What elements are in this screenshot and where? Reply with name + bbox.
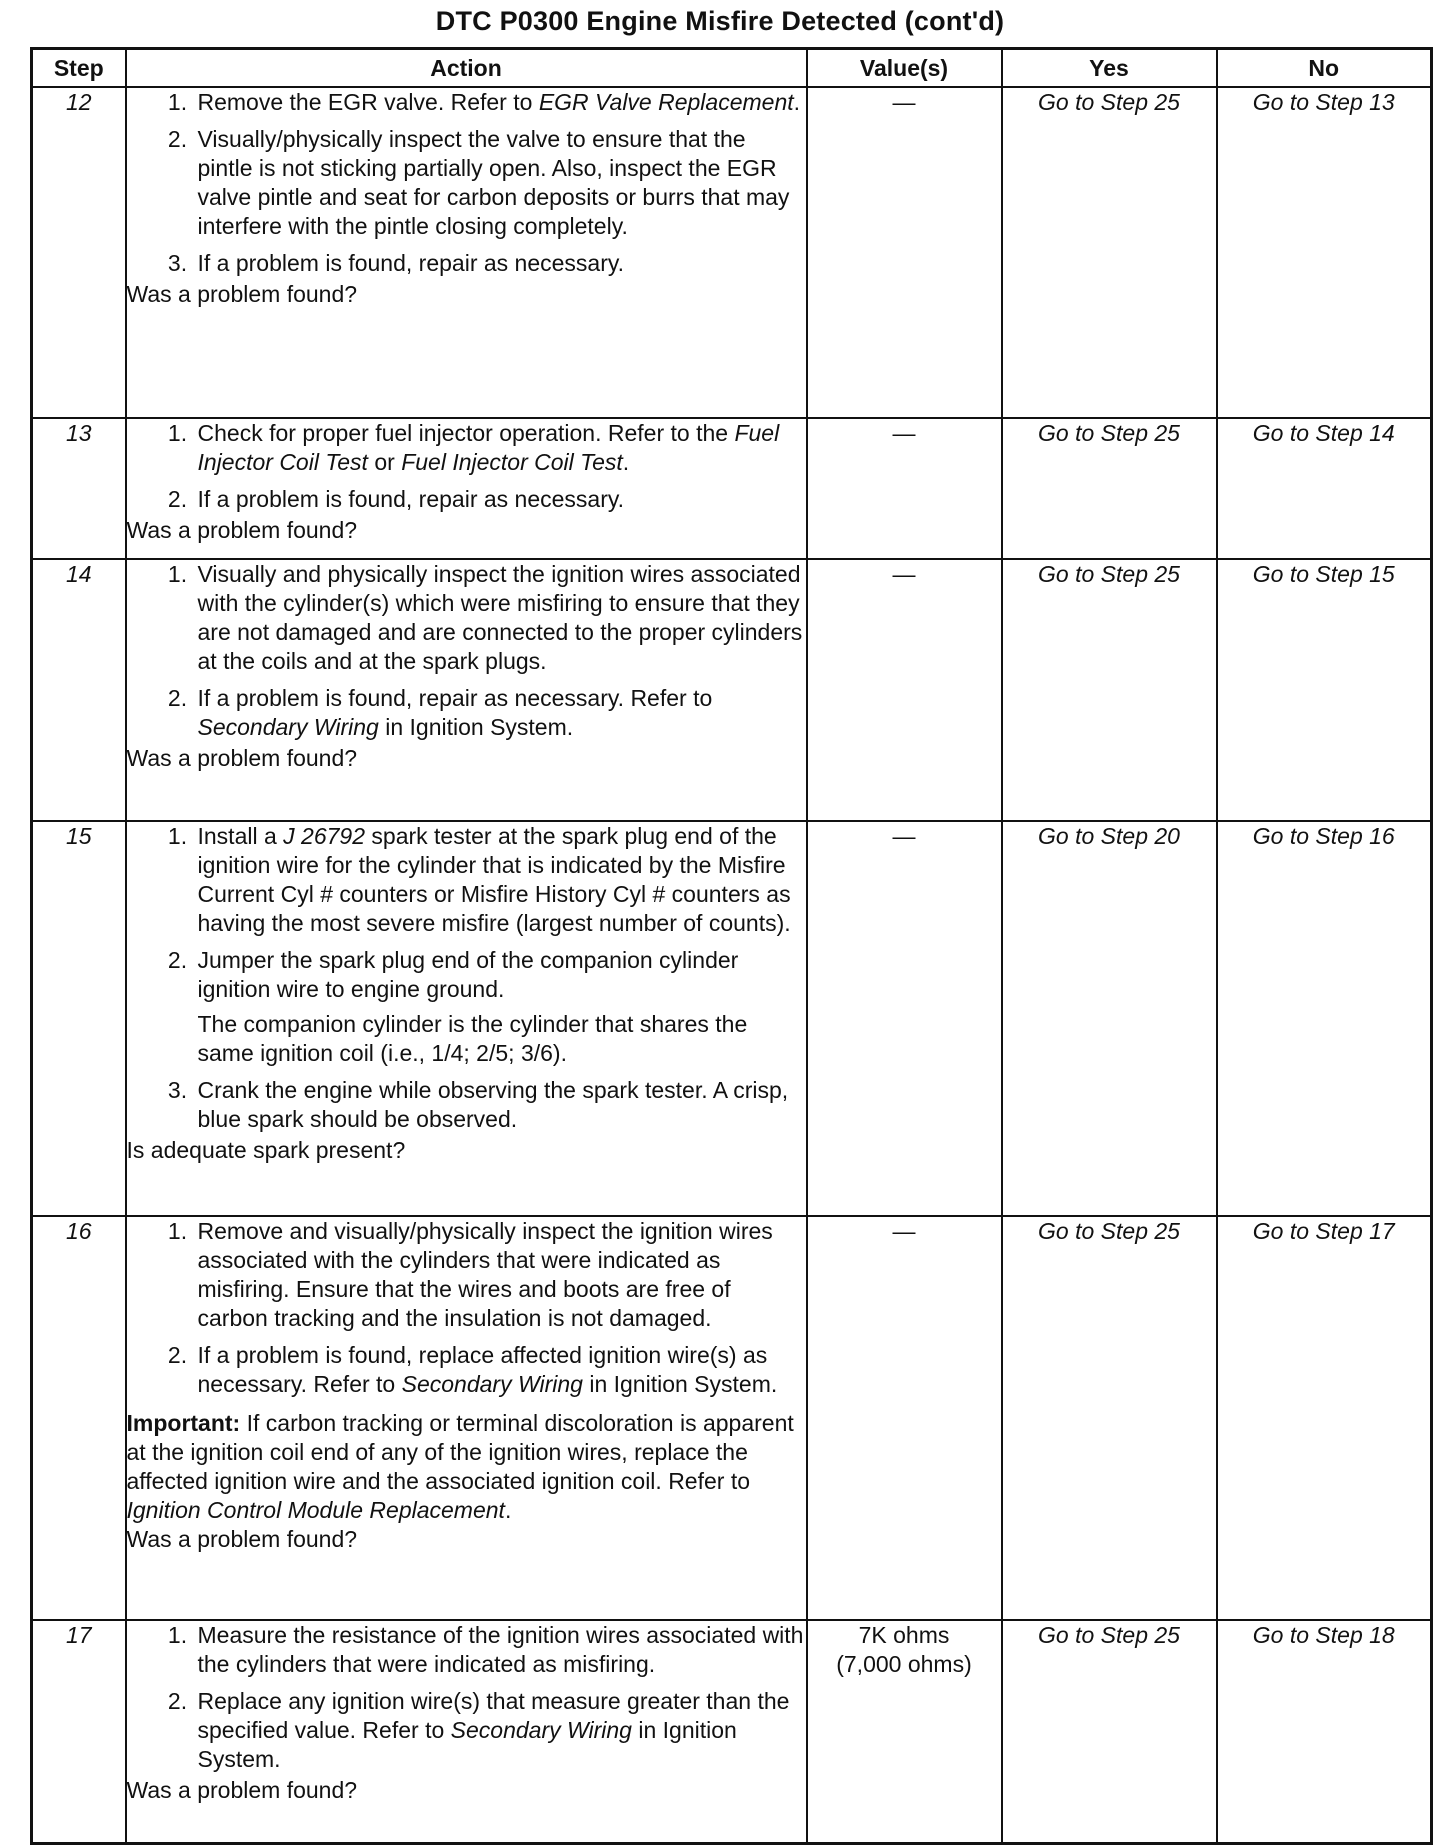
table-row-step-17: [32, 1620, 1432, 1843]
step-number: 15: [32, 821, 126, 1216]
header-yes: Yes: [1002, 49, 1217, 88]
yes-outcome: Go to Step 25: [1002, 559, 1217, 821]
header-action: Action: [126, 49, 807, 88]
table-row-step-12: [32, 87, 1432, 418]
no-outcome: Go to Step 16: [1217, 821, 1432, 1216]
header-no: No: [1217, 49, 1432, 88]
list-item: 3. If a problem is found, repair as necessary.: [194, 249, 806, 278]
value-line: 7K ohms: [858, 1622, 950, 1648]
note-text: The companion cylinder is the cylinder that shares the same ignition coil (i.e., 1/4; 2/5; 3/6).: [197, 1011, 748, 1066]
list-item: 1. Visually and physically inspect the ignition wires associated with the cylinder(s) which were misfiring to ensure that they are not damaged and are connected to the proper cylinders at the coils and at the spark plugs.: [194, 560, 806, 676]
header-row: [32, 49, 1432, 88]
list-item: 1. Check for proper fuel injector operation. Refer to the Fuel Injector Coil Test or Fuel Injector Coil Test.: [194, 419, 806, 477]
page-title: DTC P0300 Engine Misfire Detected (cont'd): [435, 6, 1005, 36]
step-number: 16: [32, 1216, 126, 1620]
reference-link: Secondary Wiring: [401, 1371, 583, 1397]
question-text: Was a problem found?: [126, 1526, 358, 1552]
action-list: [127, 1217, 806, 1399]
action-list: [127, 822, 806, 1134]
step-number: 12: [32, 87, 126, 418]
reference-link: EGR Valve Replacement: [538, 89, 794, 115]
value-text: —: [892, 561, 916, 587]
no-outcome: Go to Step 14: [1217, 418, 1432, 559]
action-cell: [126, 87, 807, 418]
yes-outcome: Go to Step 25: [1002, 418, 1217, 559]
list-item: 2. If a problem is found, repair as necessary. Refer to Secondary Wiring in Ignition System.: [194, 684, 806, 742]
action-list: [127, 1621, 806, 1774]
question-text: Is adequate spark present?: [126, 1137, 406, 1163]
table-row-step-14: [32, 559, 1432, 821]
value-cell: [807, 418, 1002, 559]
reference-link: Secondary Wiring: [197, 714, 379, 740]
yes-outcome: Go to Step 25: [1002, 1620, 1217, 1843]
action-list: [127, 419, 806, 514]
list-item: 1. Install a J 26792 spark tester at the spark plug end of the ignition wire for the cylinder that is indicated by the Misfire Current Cyl # counters or Misfire History Cyl # counters as having the most severe misfire (largest number of counts).: [194, 822, 806, 938]
question-text: Was a problem found?: [126, 745, 358, 771]
yes-outcome: Go to Step 25: [1002, 87, 1217, 418]
value-text: —: [892, 89, 916, 115]
resistance-value: [808, 1621, 1001, 1679]
reference-link: Fuel Injector Coil Test: [197, 420, 780, 475]
value-cell: [807, 87, 1002, 418]
action-list: [127, 88, 806, 278]
value-text: —: [892, 823, 916, 849]
reference-link: Ignition Control Module Replacement: [126, 1497, 505, 1523]
list-item: 3. Crank the engine while observing the spark tester. A crisp, blue spark should be observed.: [194, 1076, 806, 1134]
action-cell: [126, 1216, 807, 1620]
table-row-step-16: [32, 1216, 1432, 1620]
value-text: —: [892, 420, 916, 446]
no-outcome: Go to Step 15: [1217, 559, 1432, 821]
list-item: 2. Jumper the spark plug end of the companion cylinder ignition wire to engine ground. The companion cylinder is the cylinder that shares the same ignition coil (i.e., 1/4; 2/5; 3/6).: [194, 946, 806, 1068]
yes-outcome: Go to Step 20: [1002, 821, 1217, 1216]
list-item: 1. Remove and visually/physically inspect the ignition wires associated with the cylinders that were indicated as misfiring. Ensure that the wires and boots are free of carbon tracking and the insulation is not damaged.: [194, 1217, 806, 1333]
step-number: 13: [32, 418, 126, 559]
value-cell: [807, 559, 1002, 821]
list-item: 2. Replace any ignition wire(s) that measure greater than the specified value. Refer to Secondary Wiring in Ignition System.: [194, 1687, 806, 1774]
table-row-step-15: [32, 821, 1432, 1216]
no-outcome: Go to Step 13: [1217, 87, 1432, 418]
question-text: Was a problem found?: [126, 517, 358, 543]
value-cell: [807, 1620, 1002, 1843]
action-cell: [126, 821, 807, 1216]
value-cell: [807, 1216, 1002, 1620]
header-values: Value(s): [807, 49, 1002, 88]
header-step: Step: [32, 49, 126, 88]
diagnostic-table: [30, 47, 1433, 1845]
action-cell: [126, 1620, 807, 1843]
reference-link: Secondary Wiring: [450, 1717, 632, 1743]
action-cell: [126, 559, 807, 821]
value-cell: [807, 821, 1002, 1216]
value-text: —: [892, 1218, 916, 1244]
list-item: 1. Measure the resistance of the ignition wires associated with the cylinders that were indicated as misfiring.: [194, 1621, 806, 1679]
step-number: 17: [32, 1620, 126, 1843]
table-row-step-13: [32, 418, 1432, 559]
value-line: (7,000 ohms): [836, 1651, 972, 1677]
step-number: 14: [32, 559, 126, 821]
yes-outcome: Go to Step 25: [1002, 1216, 1217, 1620]
no-outcome: Go to Step 18: [1217, 1620, 1432, 1843]
list-item: 1. Remove the EGR valve. Refer to EGR Valve Replacement.: [194, 88, 806, 117]
important-label: Important:: [126, 1410, 241, 1436]
question-text: Was a problem found?: [126, 1777, 358, 1803]
question-text: Was a problem found?: [126, 281, 358, 307]
action-cell: [126, 418, 807, 559]
no-outcome: Go to Step 17: [1217, 1216, 1432, 1620]
action-list: [127, 560, 806, 742]
reference-link: Fuel Injector Coil Test: [401, 449, 623, 475]
reference-link: J 26792: [283, 823, 366, 849]
important-note: Important: If carbon tracking or terminal discoloration is apparent at the ignition coil end of any of the ignition wires, replace the affected ignition wire and the associated ignition coil. Refer to Ignition Control Module Replacement.: [126, 1410, 794, 1523]
list-item: 2. Visually/physically inspect the valve to ensure that the pintle is not sticking partially open. Also, inspect the EGR valve pintle and seat for carbon deposits or burrs that may interfere with the pintle closing completely.: [194, 125, 806, 241]
list-item: 2. If a problem is found, repair as necessary.: [194, 485, 806, 514]
list-item: 2. If a problem is found, replace affected ignition wire(s) as necessary. Refer to Secondary Wiring in Ignition System.: [194, 1341, 806, 1399]
